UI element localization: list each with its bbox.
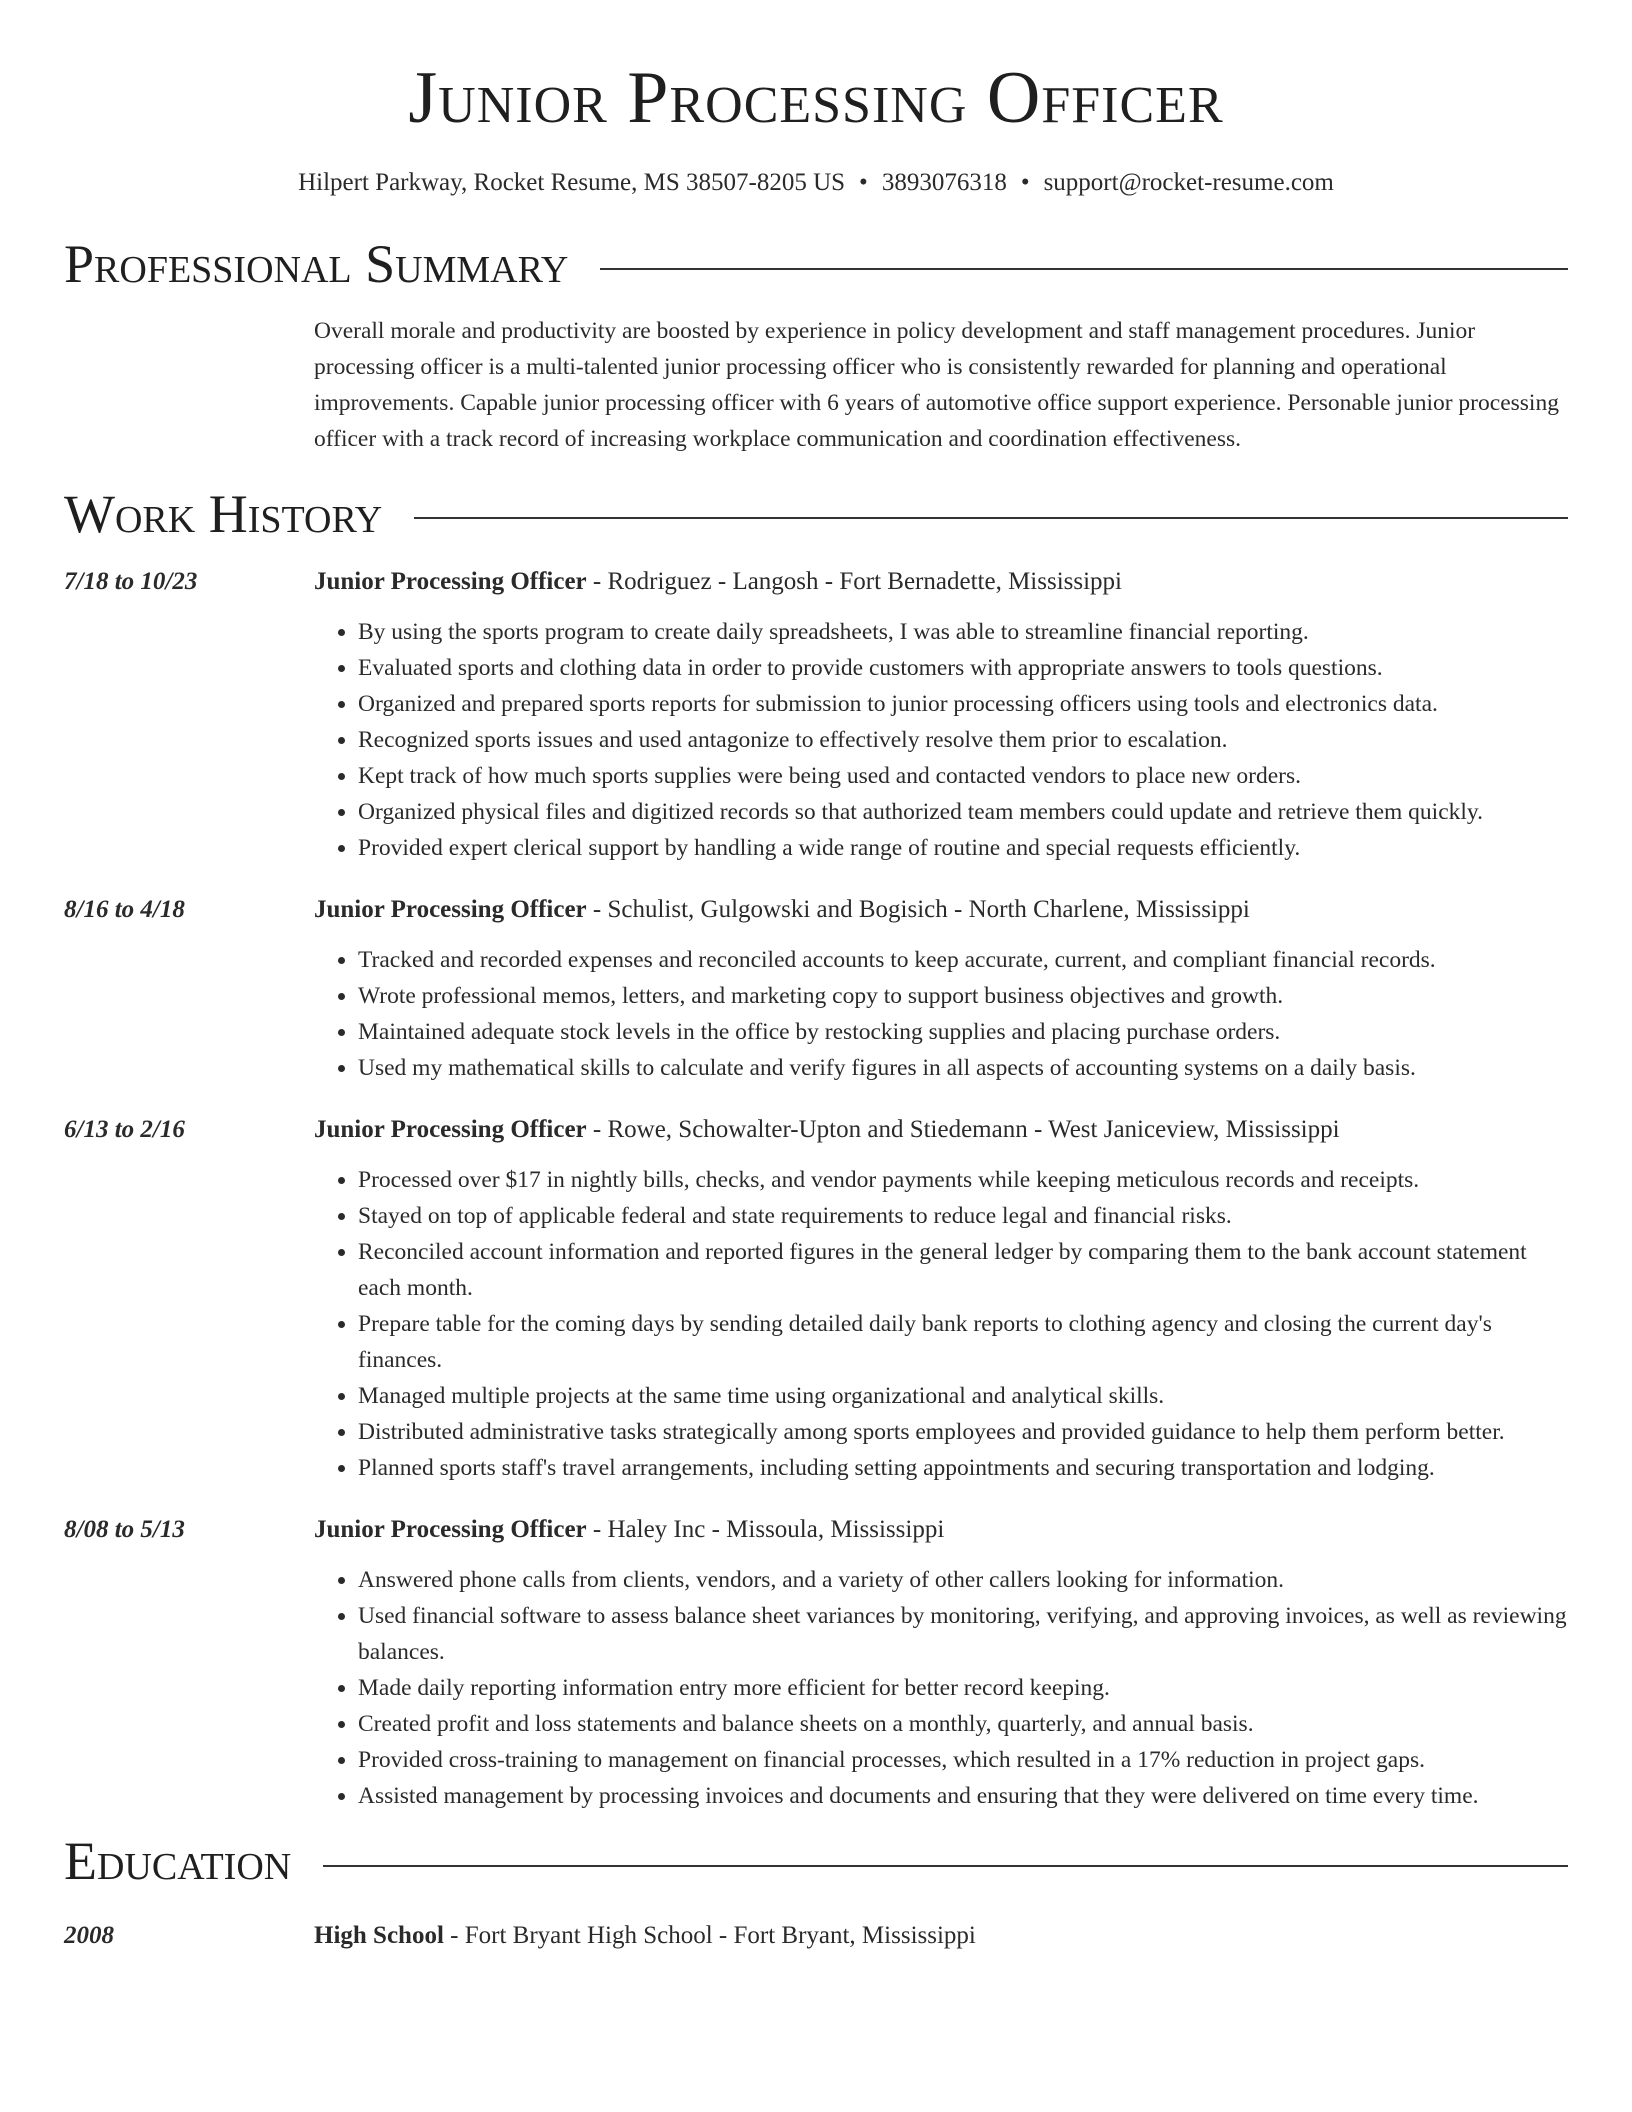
job-body: [314, 1512, 1568, 1814]
education-section-title: Education: [64, 1831, 292, 1892]
job-role: Junior Processing Officer: [314, 1516, 587, 1544]
education-section-header: [64, 1832, 1568, 1891]
job-bullet: • By using the sports program to create daily spreadsheets, I was able to streamline financial reporting.: [358, 614, 1568, 650]
job-role: Junior Processing Officer: [314, 896, 587, 924]
job-body: [314, 564, 1568, 866]
job-employer-location: - Rodriguez - Langosh - Fort Bernadette, Mississippi: [586, 568, 1122, 596]
education-list: [64, 1918, 1568, 1954]
job-title-line: [314, 1112, 1568, 1148]
contact-address: Hilpert Parkway, Rocket Resume, MS 38507-8205 US: [298, 169, 846, 197]
summary-section-header: [64, 235, 1568, 294]
job-body: [314, 892, 1568, 1086]
summary-section-title: Professional Summary: [64, 234, 569, 295]
job-dates: 8/08 to 5/13: [64, 1516, 185, 1544]
job-entry: [64, 892, 1568, 1086]
contact-phone: 3893076318: [881, 169, 1007, 197]
job-title-line: [314, 892, 1568, 928]
education-year: 2008: [64, 1921, 114, 1949]
resume-name: Junior Processing Officer: [408, 57, 1224, 139]
job-employer-location: - Rowe, Schowalter-Upton and Stiedemann - West Janiceview, Mississippi: [586, 1116, 1340, 1144]
job-bullet: • Provided cross-training to management on financial processes, which resulted in a 17% reduction in project gaps.: [358, 1742, 1568, 1778]
job-bullet: • Answered phone calls from clients, vendors, and a variety of other callers looking for information.: [358, 1562, 1568, 1598]
job-bullet: • Reconciled account information and reported figures in the general ledger by comparing them to the bank account statement each month.: [358, 1234, 1568, 1306]
job-role: Junior Processing Officer: [314, 1116, 587, 1144]
job-bullet: • Planned sports staff's travel arrangements, including setting appointments and securing transportation and lodging.: [358, 1450, 1568, 1486]
job-dates: 7/18 to 10/23: [64, 568, 198, 596]
work-section-title: Work History: [64, 483, 383, 544]
job-body: [314, 1112, 1568, 1486]
job-employer-location: - Schulist, Gulgowski and Bogisich - North Charlene, Mississippi: [586, 896, 1250, 924]
summary-text: Overall morale and productivity are boosted by experience in policy development and staff management procedures. Junior processing officer is a multi-talented junior processing officer who is consistently rewarded for planning and operational improvements. Capable junior processing officer with 6 years of automotive office support experience. Personable junior processing officer with a track record of increasing workplace communication and coordination effectiveness.: [314, 317, 1559, 452]
job-bullet: • Organized and prepared sports reports for submission to junior processing officers using tools and electronics data.: [358, 686, 1568, 722]
job-role: Junior Processing Officer: [314, 568, 587, 596]
job-bullet: • Prepare table for the coming days by sending detailed daily bank reports to clothing agency and closing the current day's finances.: [358, 1306, 1568, 1378]
job-bullet: • Made daily reporting information entry more efficient for better record keeping.: [358, 1670, 1568, 1706]
job-entry: [64, 1512, 1568, 1814]
contact-separator: •: [1020, 169, 1030, 197]
education-title-line: [314, 1918, 1568, 1954]
job-bullet-list: [314, 942, 1568, 1086]
job-bullet-list: [314, 1562, 1568, 1814]
job-bullet: • Created profit and loss statements and balance sheets on a monthly, quarterly, and annual basis.: [358, 1706, 1568, 1742]
work-section-header: [64, 485, 1568, 544]
job-bullet: • Processed over $17 in nightly bills, checks, and vendor payments while keeping meticulous records and receipts.: [358, 1162, 1568, 1198]
job-employer-location: - Haley Inc - Missoula, Mississippi: [586, 1516, 945, 1544]
job-bullet: • Provided expert clerical support by handling a wide range of routine and special requests efficiently.: [358, 830, 1568, 866]
job-bullet: • Organized physical files and digitized records so that authorized team members could update and retrieve them quickly.: [358, 794, 1568, 830]
job-bullet: • Evaluated sports and clothing data in order to provide customers with appropriate answers to tools questions.: [358, 650, 1568, 686]
contact-line: [64, 169, 1568, 197]
job-entry: [64, 564, 1568, 866]
job-bullet: • Wrote professional memos, letters, and marketing copy to support business objectives and growth.: [358, 978, 1568, 1014]
job-entry: [64, 1112, 1568, 1486]
job-bullet: • Recognized sports issues and used antagonize to effectively resolve them prior to escalation.: [358, 722, 1568, 758]
section-divider: [323, 1865, 1568, 1867]
contact-email: support@rocket-resume.com: [1043, 169, 1334, 197]
job-bullet: • Kept track of how much sports supplies were being used and contacted vendors to place new orders.: [358, 758, 1568, 794]
job-bullet: • Used financial software to assess balance sheet variances by monitoring, verifying, and approving invoices, as well as reviewing balances.: [358, 1598, 1568, 1670]
education-degree: High School: [314, 1921, 444, 1949]
section-divider: [600, 268, 1568, 270]
job-bullet-list: [314, 614, 1568, 866]
work-history-list: [64, 564, 1568, 1814]
job-dates: 6/13 to 2/16: [64, 1116, 185, 1144]
job-bullet: • Assisted management by processing invoices and documents and ensuring that they were delivered on time every time.: [358, 1778, 1568, 1814]
section-divider: [414, 517, 1568, 519]
job-bullet: • Used my mathematical skills to calculate and verify figures in all aspects of accounting systems on a daily basis.: [358, 1050, 1568, 1086]
job-title-line: [314, 564, 1568, 600]
job-bullet: • Maintained adequate stock levels in the office by restocking supplies and placing purchase orders.: [358, 1014, 1568, 1050]
job-bullet-list: [314, 1162, 1568, 1486]
education-school-location: - Fort Bryant High School - Fort Bryant, Mississippi: [443, 1921, 976, 1949]
contact-separator: •: [859, 169, 868, 197]
job-title-line: [314, 1512, 1568, 1548]
job-dates: 8/16 to 4/18: [64, 896, 185, 924]
job-bullet: • Distributed administrative tasks strategically among sports employees and provided guidance to help them perform better.: [358, 1414, 1568, 1450]
job-bullet: • Managed multiple projects at the same time using organizational and analytical skills.: [358, 1378, 1568, 1414]
job-bullet: • Tracked and recorded expenses and reconciled accounts to keep accurate, current, and compliant financial records.: [358, 942, 1568, 978]
job-bullet: • Stayed on top of applicable federal and state requirements to reduce legal and financial risks.: [358, 1198, 1568, 1234]
education-entry: [64, 1918, 1568, 1954]
